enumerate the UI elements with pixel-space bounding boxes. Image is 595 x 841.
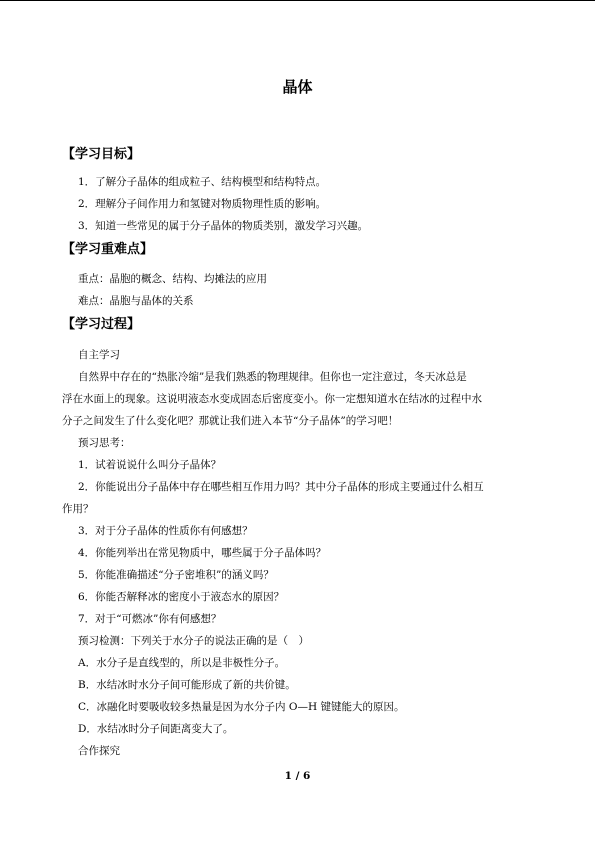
page-number: 1 / 6: [284, 770, 311, 782]
keypoint-item: 重点：晶胞的概念、结构、均摊法的应用: [78, 273, 267, 285]
header-rule: [0, 0, 595, 1]
keypoints-heading: 【学习重难点】: [62, 242, 154, 257]
preview-question: 1．试着说说什么叫分子晶体？: [78, 459, 222, 471]
intro-paragraph-line: 浮在水面上的现象。这说明液态水变成固态后密度变小。你一定想知道水在结冰的过程中水: [62, 393, 482, 405]
keypoint-item: 难点：晶胞与晶体的关系: [78, 295, 194, 307]
intro-paragraph-line: 分子之间发生了什么变化吧？那就让我们进入本节“分子晶体”的学习吧！: [62, 415, 399, 427]
test-option: C．冰融化时要吸收较多热量是因为水分子内 O—H 键键能大的原因。: [78, 701, 405, 713]
test-option: B．水结冰时水分子间可能形成了新的共价键。: [78, 679, 296, 691]
objective-item: 1．了解分子晶体的组成粒子、结构模型和结构特点。: [78, 176, 327, 188]
document-title: 晶体: [282, 78, 313, 96]
self-study-label: 自主学习: [78, 349, 120, 361]
preview-question: 3．对于分子晶体的性质你有何感想？: [78, 525, 253, 537]
preview-question: 2．你能说出分子晶体中存在哪些相互作用力吗？其中分子晶体的形成主要通过什么相互: [78, 481, 484, 493]
intro-paragraph-line: 自然界中存在的“热胀冷缩”是我们熟悉的物理规律。但你也一定注意过，冬天冰总是: [78, 371, 467, 383]
test-option: A．水分子是直线型的，所以是非极性分子。: [78, 657, 286, 669]
preview-question: 4．你能列举出在常见物质中，哪些属于分子晶体吗？: [78, 547, 327, 559]
preview-question-continued: 作用？: [62, 503, 94, 515]
preview-question: 5．你能准确描述“分子密堆积”的涵义吗？: [78, 569, 274, 581]
cooperative-inquiry-label: 合作探究: [78, 745, 120, 757]
preview-question: 7．对于“可燃冰”你有何感想？: [78, 613, 222, 625]
objective-item: 2．理解分子间作用力和氢键对物质物理性质的影响。: [78, 198, 327, 210]
objectives-heading: 【学习目标】: [62, 147, 141, 162]
process-heading: 【学习过程】: [62, 317, 141, 332]
preview-question: 6．你能否解释冰的密度小于液态水的原因？: [78, 591, 285, 603]
preview-test-heading: 预习检测：下列关于水分子的说法正确的是（ ）: [78, 635, 309, 647]
test-option: D．水结冰时分子间距离变大了。: [78, 723, 234, 735]
preview-heading: 预习思考：: [78, 437, 131, 449]
objective-item: 3．知道一些常见的属于分子晶体的物质类别，激发学习兴趣。: [78, 220, 369, 232]
